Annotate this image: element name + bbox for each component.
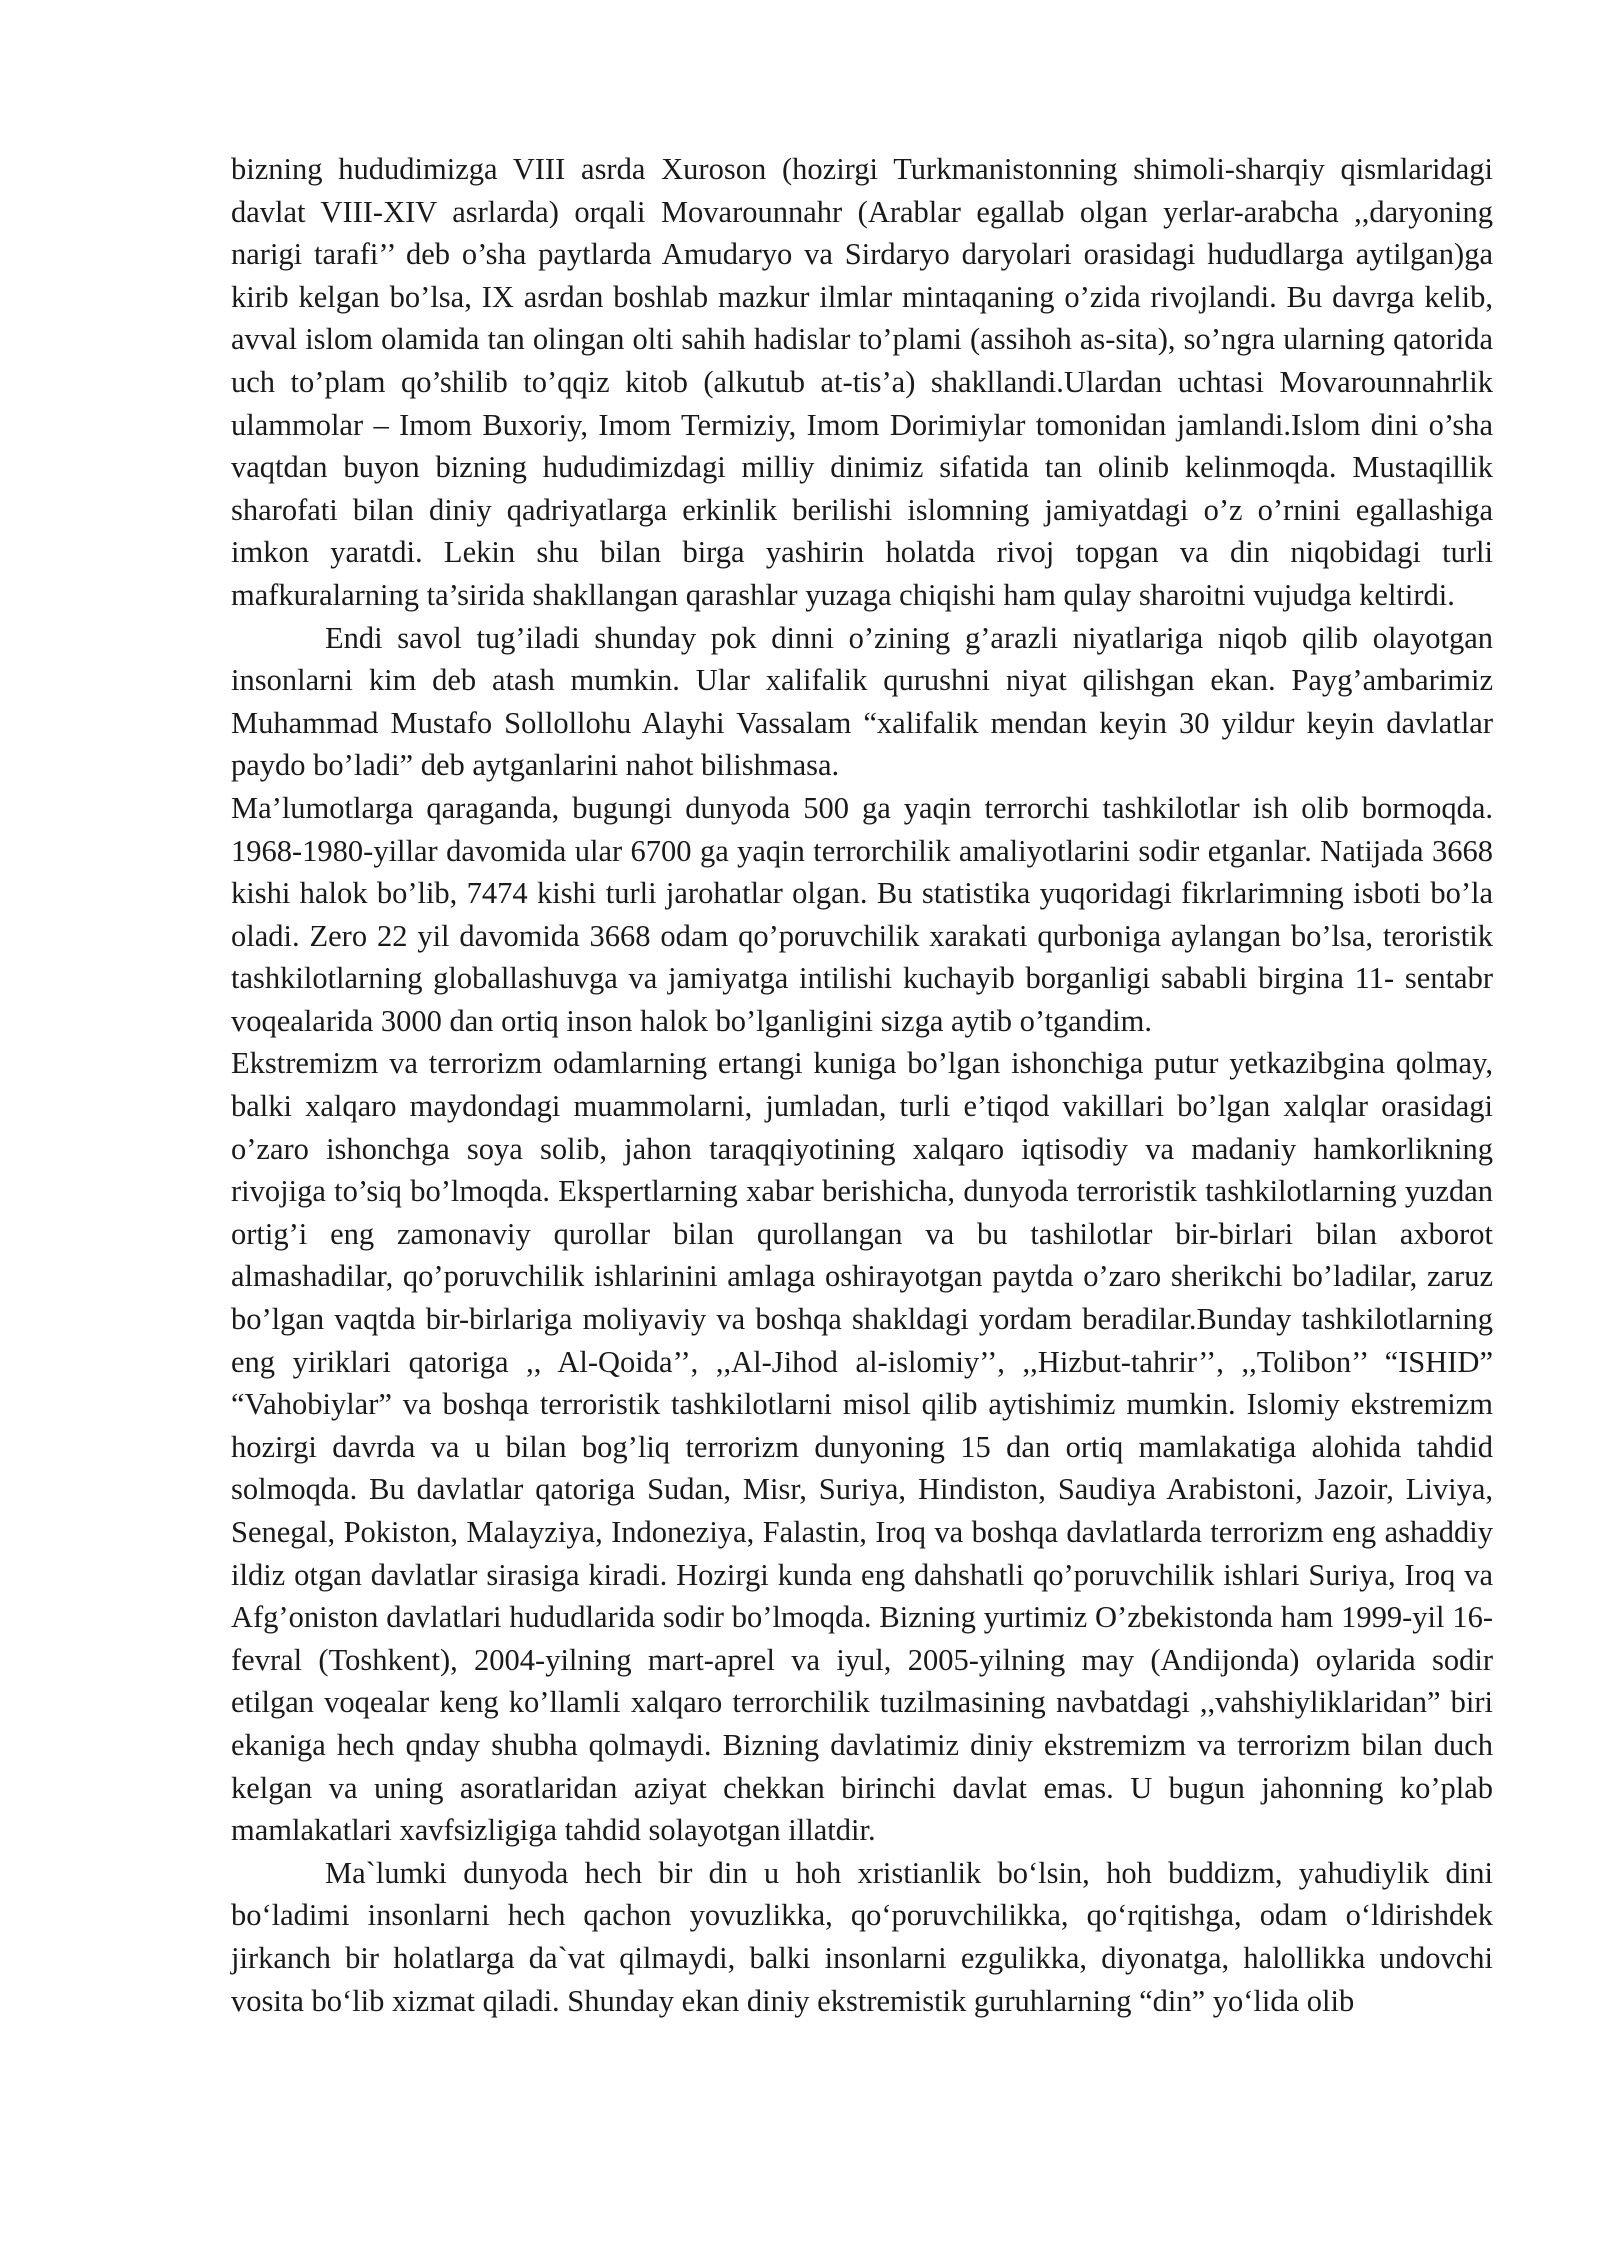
paragraph-5: Ma`lumki dunyoda hech bir din u hoh xristianlik bo‘lsin, hoh buddizm, yahudiylik dini bo‘ladimi insonlarni hech qachon yovuzlikka, qo‘poruvchilikka, qo‘rqitishga, odam o‘ldirishdek jirkanch bir holatlarga da`vat qilmaydi, balki insonlarni ezgulikka, diyonatga, halollikka undovchi vosita bo‘lib xizmat qiladi. Shunday ekan diniy ekstremistik guruhlarning “din” yo‘lida olib: [231, 1855, 1493, 2018]
paragraph-4: Ekstremizm va terrorizm odamlarning ertangi kuniga bo’lgan ishonchiga putur yetkazibgina qolmay, balki xalqaro maydondagi muammolarni, jumladan, turli e’tiqod vakillari bo’lgan xalqlar orasidagi o’zaro ishonchga soya solib, jahon taraqqiyotining xalqaro iqtisodiy va madaniy hamkorlikning rivojiga to’siq bo’lmoqda. Ekspertlarning xabar berishicha, dunyoda terroristik tashkilotlarning yuzdan ortig’i eng zamonaviy qurollar bilan qurollangan va bu tashilotlar bir-birlari bilan axborot almashadilar, qo’poruvchilik ishlarinini amlaga oshirayotgan paytda o’zaro sherikchi bo’ladilar, zaruz bo’lgan vaqtda bir-birlariga moliyaviy va boshqa shakldagi yordam beradilar.Bunday tashkilotlarning eng yiriklari qatoriga ,, Al-Qoida’’, ,,Al-Jihod al-islomiy’’, ,,Hizbut-tahrir’’, ,,Tolibon’’ “ISHID” “Vahobiylar” va boshqa terroristik tashkilotlarni misol qilib aytishimiz mumkin. Islomiy ekstremizm hozirgi davrda va u bilan bog’liq terrorizm dunyoning 15 dan ortiq mamlakatiga alohida tahdid solmoqda. Bu davlatlar qatoriga Sudan, Misr, Suriya, Hindiston, Saudiya Arabistoni, Jazoir, Liviya, Senegal, Pokiston, Malayziya, Indoneziya, Falastin, Iroq va boshqa davlatlarda terrorizm eng ashaddiy ildiz otgan davlatlar sirasiga kiradi. Hozirgi kunda eng dahshatli qo’poruvchilik ishlari Suriya, Iroq va Afg’oniston davlatlari hududlarida sodir bo’lmoqda. Bizning yurtimiz O’zbekistonda ham 1999-yil 16-fevral (Toshkent), 2004-yilning mart-aprel va iyul, 2005-yilning may (Andijonda) oylarida sodir etilgan voqealar keng ko’llamli xalqaro terrorchilik tuzilmasining navbatdagi ,,vahshiyliklaridan” biri ekaniga hech qnday shubha qolmaydi. Bizning davlatimiz diniy ekstremizm va terrorizm bilan duch kelgan va uning asoratlaridan aziyat chekkan birinchi davlat emas. U bugun jahonning ko’plab mamlakatlari xavfsizligiga tahdid solayotgan illatdir.: [231, 1046, 1493, 1848]
paragraph-2: Endi savol tug’iladi shunday pok dinni o’zining g’arazli niyatlariga niqob qilib olayotgan insonlarni kim deb atash mumkin. Ular xalifalik qurushni niyat qilishgan ekan. Payg’ambarimiz Muhammad Mustafo Sollollohu Alayhi Vassalam “xalifalik mendan keyin 30 yildur keyin davlatlar paydo bo’ladi” deb aytganlarini nahot bilishmasa.: [231, 620, 1493, 783]
paragraph-3: Ma’lumotlarga qaraganda, bugungi dunyoda 500 ga yaqin terrorchi tashkilotlar ish olib bormoqda. 1968-1980-yillar davomida ular 6700 ga yaqin terrorchilik amaliyotlarini sodir etganlar. Natijada 3668 kishi halok bo’lib, 7474 kishi turli jarohatlar olgan. Bu statistika yuqoridagi fikrlarimning isboti bo’la oladi. Zero 22 yil davomida 3668 odam qo’poruvchilik xarakati qurboniga aylangan bo’lsa, teroristik tashkilotlarning globallashuvga va jamiyatga intilishi kuchayib borganligi sababli birgina 11- sentabr voqealarida 3000 dan ortiq inson halok bo’lganligini sizga aytib o’tgandim.: [231, 790, 1493, 1038]
document-page: [231, 148, 1493, 2022]
paragraph-1: bizning hududimizga VIII asrda Xuroson (hozirgi Turkmanistonning shimoli-sharqiy qismlaridagi davlat VIII-XIV asrlarda) orqali Movarounnahr (Arablar egallab olgan yerlar-arabcha ,,daryoning narigi tarafi’’ deb o’sha paytlarda Amudaryo va Sirdaryo daryolari orasidagi hududlarga aytilgan)ga kirib kelgan bo’lsa, IX asrdan boshlab mazkur ilmlar mintaqaning o’zida rivojlandi. Bu davrga kelib, avval islom olamida tan olingan olti sahih hadislar to’plami (assihoh as-sita), so’ngra ularning qatorida uch to’plam qo’shilib to’qqiz kitob (alkutub at-tis’a) shakllandi.Ulardan uchtasi Movarounnahrlik ulammolar – Imom Buxoriy, Imom Termiziy, Imom Dorimiylar tomonidan jamlandi.Islom dini o’sha vaqtdan buyon bizning hududimizdagi milliy dinimiz sifatida tan olinib kelinmoqda. Mustaqillik sharofati bilan diniy qadriyatlarga erkinlik berilishi islomning jamiyatdagi o’z o’rnini egallashiga imkon yaratdi. Lekin shu bilan birga yashirin holatda rivoj topgan va din niqobidagi turli mafkuralarning ta’sirida shakllangan qarashlar yuzaga chiqishi ham qulay sharoitni vujudga keltirdi.: [231, 152, 1493, 612]
